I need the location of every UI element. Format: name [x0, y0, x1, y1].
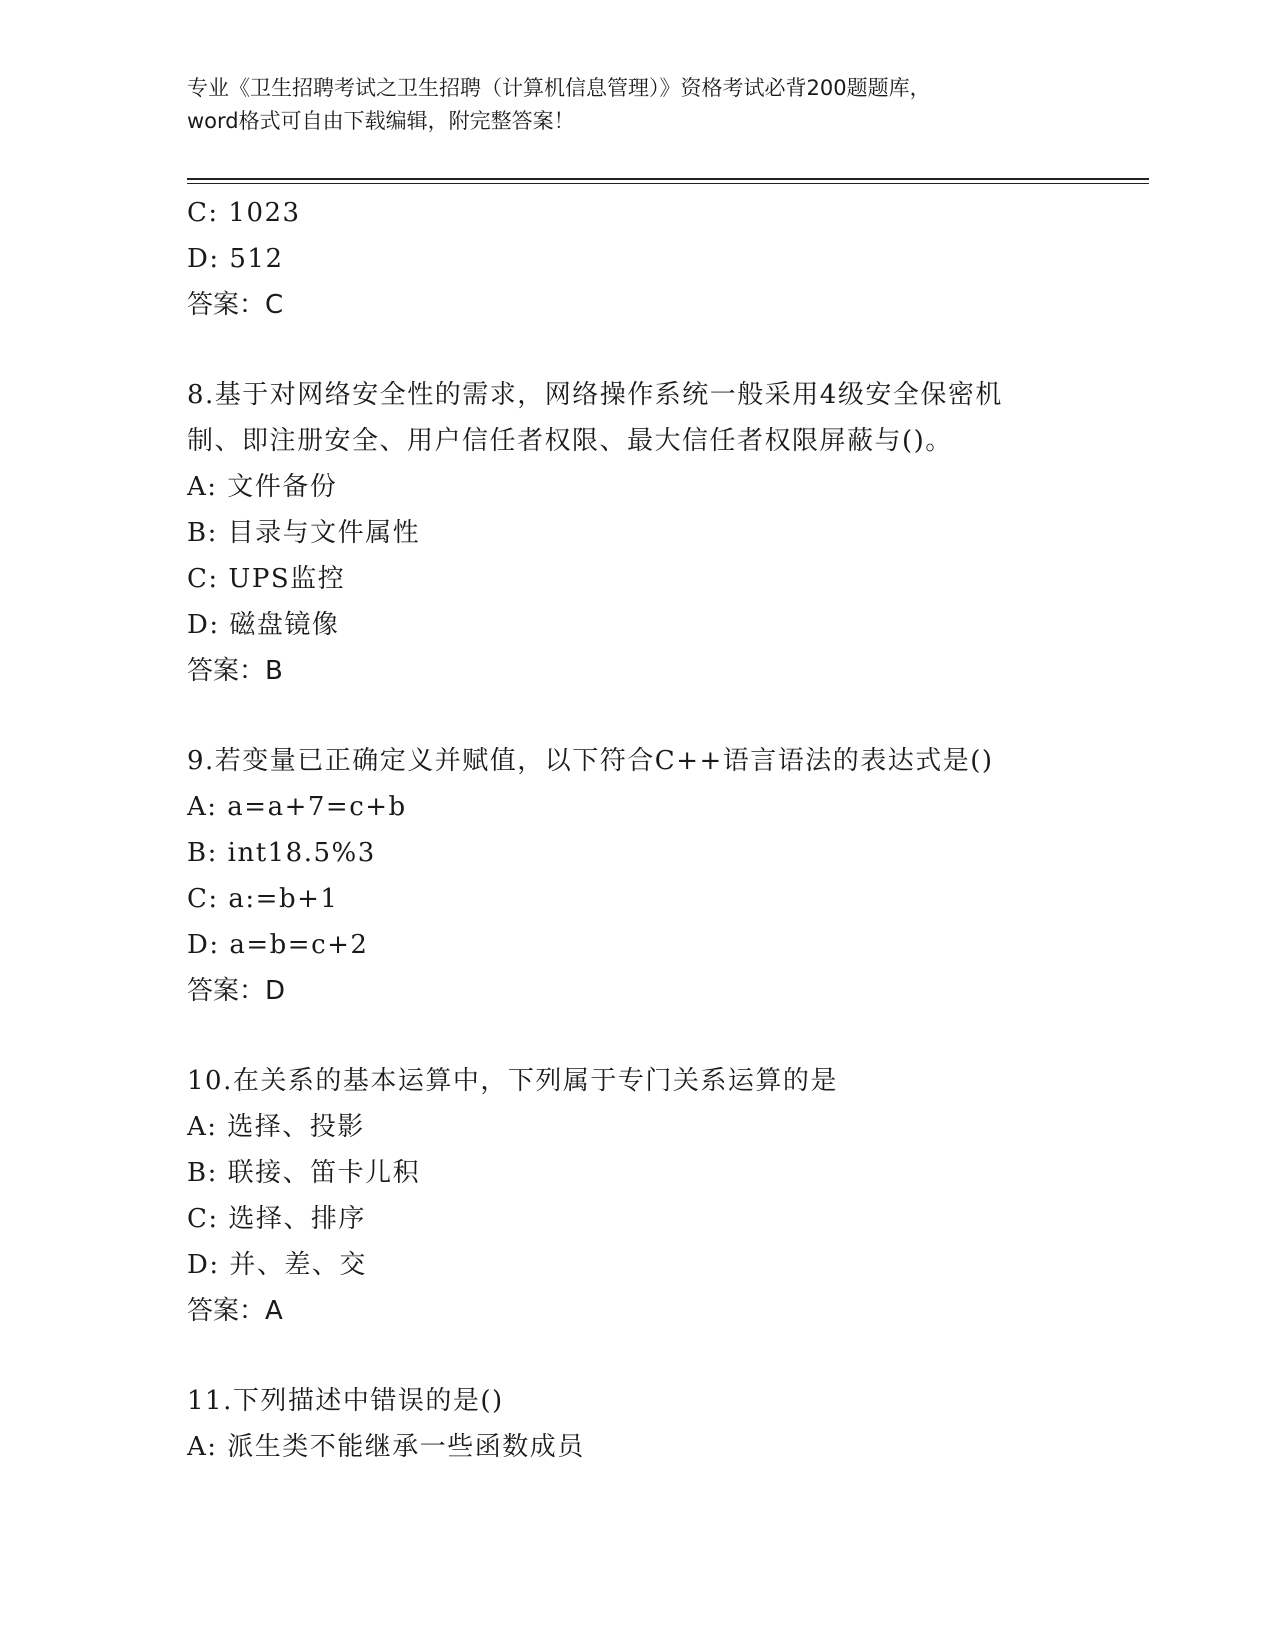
- question-stem: 9.若变量已正确定义并赋值，以下符合C++语言语法的表达式是(): [187, 746, 994, 776]
- option-a: A: 文件备份: [187, 472, 338, 502]
- option-b: B: 目录与文件属性: [187, 518, 421, 548]
- question-content: [187, 190, 1147, 1470]
- option-d: D: a=b=c+2: [187, 930, 369, 960]
- option-d: D: 512: [187, 244, 284, 274]
- question-9: [187, 738, 1147, 1014]
- option-c: C: a:=b+1: [187, 884, 339, 914]
- option-c: C: 选择、排序: [187, 1204, 366, 1234]
- option-a: A: 选择、投影: [187, 1112, 365, 1142]
- answer-line: 答案：C: [187, 290, 284, 320]
- question-11: [187, 1378, 1147, 1470]
- question-10: [187, 1058, 1147, 1334]
- option-b: B: int18.5%3: [187, 838, 376, 868]
- header-divider-bottom: [187, 183, 1149, 184]
- option-c: C: 1023: [187, 198, 301, 228]
- option-a: A: 派生类不能继承一些函数成员: [187, 1432, 585, 1462]
- question-stem-continued: 制、即注册安全、用户信任者权限、最大信任者权限屏蔽与()。: [187, 426, 953, 456]
- option-c: C: UPS监控: [187, 564, 346, 594]
- header-line-1: 专业《卫生招聘考试之卫生招聘（计算机信息管理）》资格考试必背200题题库，: [187, 76, 931, 100]
- option-d: D: 并、差、交: [187, 1250, 367, 1280]
- header-line-2: word格式可自由下载编辑，附完整答案！: [187, 109, 575, 133]
- question-stem: 8.基于对网络安全性的需求，网络操作系统一般采用4级安全保密机: [187, 380, 1003, 410]
- answer-line: 答案：A: [187, 1296, 283, 1326]
- question-stem: 10.在关系的基本运算中，下列属于专门关系运算的是: [187, 1066, 838, 1096]
- page-header: [187, 72, 1087, 138]
- answer-line: 答案：B: [187, 656, 283, 686]
- option-d: D: 磁盘镜像: [187, 610, 340, 640]
- option-a: A: a=a+7=c+b: [187, 792, 407, 822]
- option-b: B: 联接、笛卡儿积: [187, 1158, 421, 1188]
- header-divider-top: [187, 178, 1149, 180]
- question-8: [187, 372, 1147, 694]
- question-stem: 11.下列描述中错误的是(): [187, 1386, 504, 1416]
- answer-line: 答案：D: [187, 976, 286, 1006]
